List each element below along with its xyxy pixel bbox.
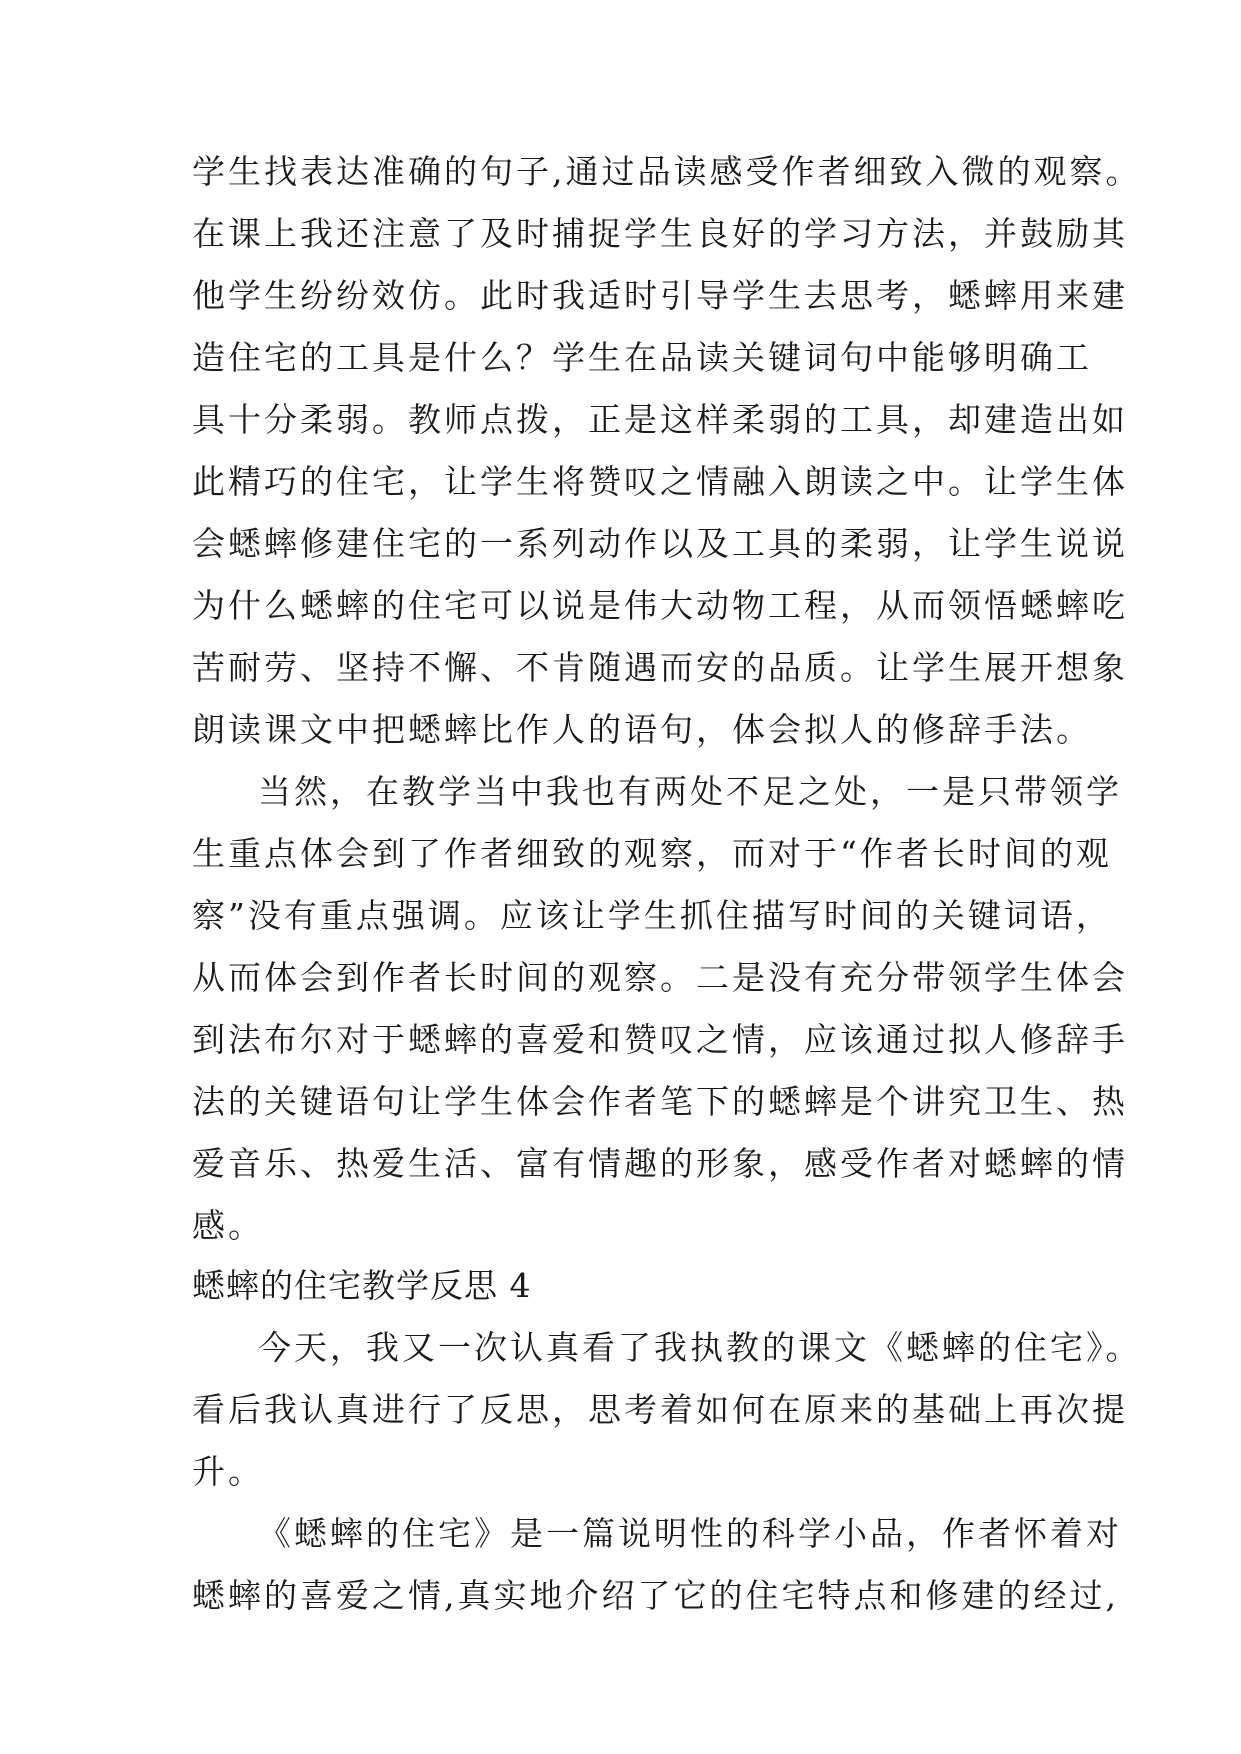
paragraph-line: 朗读课文中把蟋蟀比作人的语句，体会拟人的修辞手法。 [192, 710, 1092, 749]
paragraph-line: 当然，在教学当中我也有两处不足之处，一是只带领学 [258, 772, 1122, 811]
paragraph-line: 具十分柔弱。教师点拨，正是这样柔弱的工具，却建造出如 [192, 400, 1128, 439]
paragraph-line: 此精巧的住宅，让学生将赞叹之情融入朗读之中。让学生体 [192, 462, 1128, 501]
paragraph-line: 升。 [192, 1452, 264, 1491]
paragraph-line: 在课上我还注意了及时捕捉学生良好的学习方法，并鼓励其 [192, 214, 1128, 253]
paragraph-line: 到法布尔对于蟋蟀的喜爱和赞叹之情，应该通过拟人修辞手 [192, 1020, 1128, 1059]
paragraph-line: 蟋蟀的喜爱之情,真实地介绍了它的住宅特点和修建的经过, [192, 1576, 1119, 1615]
paragraph-line: 生重点体会到了作者细致的观察，而对于“作者长时间的观 [192, 834, 1112, 873]
paragraph-line: 看后我认真进行了反思，思考着如何在原来的基础上再次提 [192, 1390, 1128, 1429]
paragraph-line: 会蟋蟀修建住宅的一系列动作以及工具的柔弱，让学生说说 [192, 524, 1128, 563]
paragraph-line: 法的关键语句让学生体会作者笔下的蟋蟀是个讲究卫生、热 [192, 1082, 1128, 1121]
paragraph-line: 造住宅的工具是什么？学生在品读关键词句中能够明确工 [192, 338, 1092, 377]
paragraph-line: 学生找表达准确的句子,通过品读感受作者细致入微的观察。 [192, 152, 1142, 191]
paragraph-line: 他学生纷纷效仿。此时我适时引导学生去思考，蟋蟀用来建 [192, 276, 1128, 315]
paragraph-line: 为什么蟋蟀的住宅可以说是伟大动物工程，从而领悟蟋蟀吃 [192, 586, 1128, 625]
paragraph-line: 《蟋蟀的住宅》是一篇说明性的科学小品，作者怀着对 [258, 1514, 1122, 1553]
paragraph-line: 爱音乐、热爱生活、富有情趣的形象，感受作者对蟋蟀的情 [192, 1144, 1128, 1183]
paragraph-line: 苦耐劳、坚持不懈、不肯随遇而安的品质。让学生展开想象 [192, 648, 1128, 687]
paragraph-line: 感。 [192, 1206, 264, 1245]
section-heading: 蟋蟀的住宅教学反思 4 [192, 1266, 532, 1305]
paragraph-line: 今天，我又一次认真看了我执教的课文《蟋蟀的住宅》。 [258, 1328, 1142, 1367]
paragraph-line: 从而体会到作者长时间的观察。二是没有充分带领学生体会 [192, 958, 1128, 997]
paragraph-line: 察”没有重点强调。应该让学生抓住描写时间的关键词语， [192, 896, 1112, 935]
